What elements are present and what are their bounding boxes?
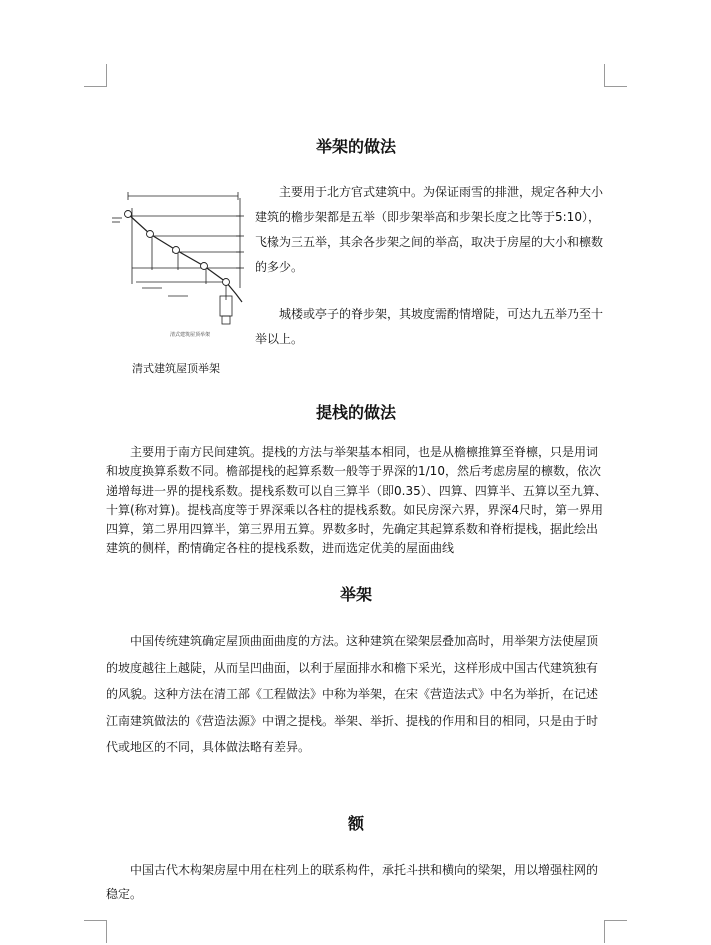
figure-inner-caption: 清式建筑屋顶举架 xyxy=(169,332,211,338)
paragraph: 中国古代木构架房屋中用在柱列上的联系构件，承托斗拱和横向的梁架，用以增强柱网的稳定。 xyxy=(106,863,599,901)
section-title-e: 额 xyxy=(347,814,364,833)
section-title-tizhan-method: 提栈的做法 xyxy=(315,403,396,422)
section-title-juji: 举架 xyxy=(339,585,372,604)
crop-mark-top-left xyxy=(84,64,107,87)
roof-slope-line xyxy=(128,214,242,302)
crop-mark-bottom-left xyxy=(84,920,107,943)
figure-caption: 清式建筑屋顶举架 xyxy=(132,362,220,375)
crop-mark-bottom-right xyxy=(604,920,627,943)
paragraph: 中国传统建筑确定屋顶曲面曲度的方法。这种建筑在梁架层叠加高时，用举架方法使屋顶的坡度越往上越陡，从而呈凹曲面，以利于屋面排水和檐下采光，这样形成中国古代建筑独有的风貌。这种方法在清工部《工程做法》中称为举架，在宋《营造法式》中名为举折，在记述江南建筑做法的《营造法源》中谓之提栈。举架、举折、提栈的作用和目的相同，只是由于时代或地区的不同，具体做法略有差异。 xyxy=(106,634,599,754)
paragraph: 主要用于北方官式建筑中。为保证雨雪的排泄，规定各种大小建筑的檐步架都是五举（即步架举高和步架长度之比等于5:10），飞椽为三五举，其余各步架之间的举高，取决于房屋的大小和檩数的多少。 xyxy=(255,185,604,274)
paragraph: 城楼或亭子的脊步架，其坡度需酌情增陡，可达九五举乃至十举以上。 xyxy=(255,307,604,346)
section-title-juji-method: 举架的做法 xyxy=(315,137,396,156)
paragraph: 主要用于南方民间建筑。提栈的方法与举架基本相同，也是从檐檩推算至脊檩，只是用词和坡度换算系数不同。檐部提栈的起算系数一般等于界深的1/10，然后考虑房屋的檩数，依次递增每进一界的提栈系数。提栈系数可以自三算半（即0.35）、四算、四算半、五算以至九算、十算(称对算)。提栈高度等于界深乘以各柱的提栈系数。如民房深六界，界深4尺时，第一界用四算，第二界用四算半，第三界用五算。界数多时，先确定其起算系数和脊桁提栈，据此绘出建筑的侧样，酌情确定各柱的提栈系数，进而选定优美的屋面曲线 xyxy=(106,445,607,556)
crop-mark-top-right xyxy=(604,64,627,87)
roof-frame-diagram xyxy=(108,188,254,348)
